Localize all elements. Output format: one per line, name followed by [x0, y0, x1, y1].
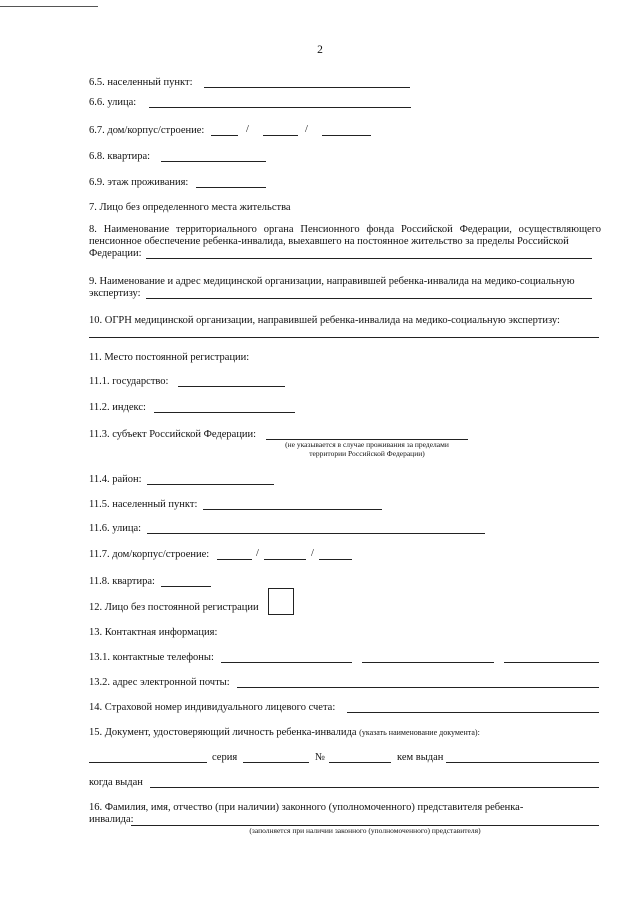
- field-13-1-phone-1-line[interactable]: [221, 662, 352, 663]
- header-rule: [0, 6, 98, 7]
- field-11-3-note: [266, 440, 468, 458]
- field-15-number-line[interactable]: [329, 762, 391, 763]
- field-6-5-line[interactable]: [204, 87, 410, 88]
- label-15-text: 15. Документ, удостоверяющий личность ребенка-инвалида: [89, 727, 357, 738]
- slash: /: [305, 124, 308, 135]
- label-16-last: инвалида:: [89, 814, 134, 825]
- field-6-9-line[interactable]: [196, 187, 266, 188]
- label-6-7: 6.7. дом/корпус/строение:: [89, 125, 205, 136]
- label-16: 16. Фамилия, имя, отчество (при наличии) законного (уполномоченного) представителя ребенка-: [89, 802, 524, 813]
- field-6-7-block-line[interactable]: [263, 135, 298, 136]
- label-11: 11. Место постоянной регистрации:: [89, 352, 250, 363]
- field-6-8-line[interactable]: [161, 161, 266, 162]
- label-15: [89, 726, 480, 739]
- field-11-7-block-line[interactable]: [264, 559, 306, 560]
- label-15-note: (указать наименование документа):: [359, 728, 480, 737]
- field-10-line[interactable]: [89, 337, 599, 338]
- field-11-1-line[interactable]: [178, 386, 285, 387]
- field-15-date-line[interactable]: [150, 787, 599, 788]
- label-15-date: когда выдан: [89, 777, 143, 788]
- label-8: 8. Наименование территориального органа Пенсионного фонда Российской Федерации, осуществляющего пенсионное обеспечение ребенка-инвалида, выехавшего на постоянное жительство за пределы Российской: [89, 224, 601, 247]
- slash: /: [256, 548, 259, 559]
- label-15-series: серия: [212, 752, 238, 763]
- label-8-last: Федерации:: [89, 248, 142, 259]
- slash: /: [246, 124, 249, 135]
- field-11-2-line[interactable]: [154, 412, 295, 413]
- label-6-8: 6.8. квартира:: [89, 151, 151, 162]
- label-11-1: 11.1. государство:: [89, 376, 169, 387]
- field-13-1-phone-3-line[interactable]: [504, 662, 599, 663]
- label-11-6: 11.6. улица:: [89, 523, 142, 534]
- paragraph-8: [89, 224, 601, 260]
- field-16-note: (заполняется при наличии законного (уполномоченного) представителя): [249, 826, 481, 835]
- field-6-6-line[interactable]: [149, 107, 411, 108]
- field-11-8-line[interactable]: [161, 586, 211, 587]
- label-11-5: 11.5. населенный пункт:: [89, 499, 198, 510]
- field-13-1-phone-2-line[interactable]: [362, 662, 494, 663]
- label-11-4: 11.4. район:: [89, 474, 142, 485]
- label-6-9: 6.9. этаж проживания:: [89, 177, 189, 188]
- label-13: 13. Контактная информация:: [89, 627, 218, 638]
- no-registration-checkbox[interactable]: [268, 588, 294, 615]
- field-8-line[interactable]: [146, 258, 592, 259]
- label-11-2: 11.2. индекс:: [89, 402, 146, 413]
- paragraph-9: [89, 276, 601, 300]
- label-9: 9. Наименование и адрес медицинской организации, направившей ребенка-инвалида на медико-социальную: [89, 276, 575, 287]
- note-line-1: (не указывается в случае проживания за пределами: [285, 440, 449, 449]
- field-15-issuer-line[interactable]: [446, 762, 599, 763]
- field-9-line[interactable]: [146, 298, 592, 299]
- label-11-7: 11.7. дом/корпус/строение:: [89, 549, 210, 560]
- field-11-5-line[interactable]: [203, 509, 382, 510]
- field-14-line[interactable]: [347, 712, 599, 713]
- paragraph-16: [89, 802, 601, 826]
- label-13-2: 13.2. адрес электронной почты:: [89, 677, 230, 688]
- field-6-7-building-line[interactable]: [322, 135, 371, 136]
- label-15-number: №: [315, 752, 326, 763]
- label-9-last: экспертизу:: [89, 288, 141, 299]
- label-12: 12. Лицо без постоянной регистрации: [89, 602, 259, 613]
- field-11-6-line[interactable]: [147, 533, 485, 534]
- label-6-6: 6.6. улица:: [89, 97, 137, 108]
- page-number: 2: [317, 44, 323, 56]
- label-15-issuer: кем выдан: [397, 752, 444, 763]
- field-15-doc-line[interactable]: [89, 762, 207, 763]
- slash: /: [311, 548, 314, 559]
- label-11-8: 11.8. квартира:: [89, 576, 155, 587]
- field-6-7-house-line[interactable]: [211, 135, 238, 136]
- label-14: 14. Страховой номер индивидуального лицевого счета:: [89, 702, 336, 713]
- field-15-series-line[interactable]: [243, 762, 309, 763]
- field-11-7-house-line[interactable]: [217, 559, 252, 560]
- field-11-4-line[interactable]: [147, 484, 274, 485]
- field-13-2-line[interactable]: [237, 687, 599, 688]
- label-7: 7. Лицо без определенного места жительства: [89, 202, 291, 213]
- label-13-1: 13.1. контактные телефоны:: [89, 652, 214, 663]
- label-10: 10. ОГРН медицинской организации, направившей ребенка-инвалида на медико-социальную экспертизу:: [89, 315, 560, 326]
- label-11-3: 11.3. субъект Российской Федерации:: [89, 429, 257, 440]
- label-6-5: 6.5. населенный пункт:: [89, 77, 193, 88]
- field-11-7-building-line[interactable]: [319, 559, 352, 560]
- note-line-2: территории Российской Федерации): [309, 449, 425, 458]
